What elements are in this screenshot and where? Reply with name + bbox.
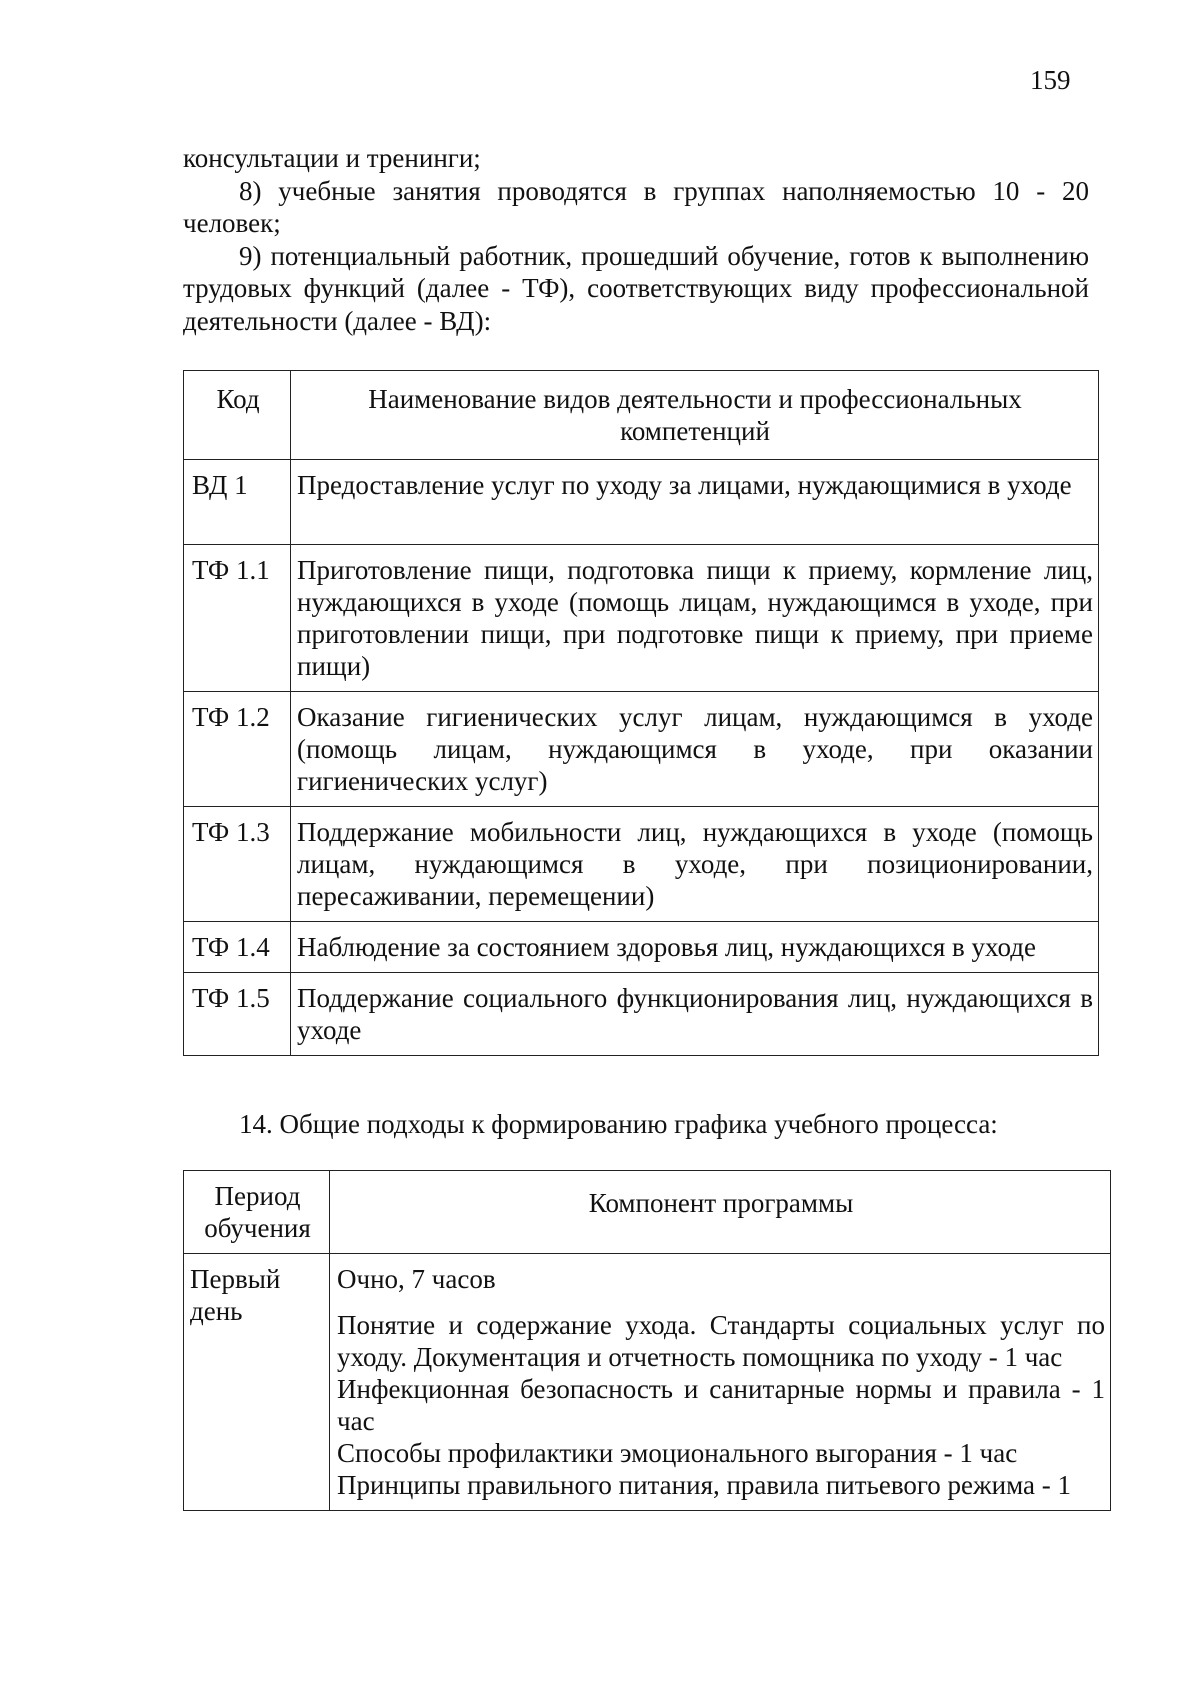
table-row — [184, 1254, 1111, 1511]
header-name: Наименование видов деятельности и профессиональных компетенций — [291, 371, 1099, 460]
table-row — [184, 692, 1099, 807]
competency-table — [183, 370, 1099, 1056]
table-row — [184, 807, 1099, 922]
list-item-9: 9) потенциальный работник, прошедший обучение, готов к выполнению трудовых функций (далее - ТФ), соответствующих виду профессиональной деятельности (далее - ВД): — [183, 240, 1089, 336]
intro-text — [183, 142, 1089, 337]
row-text: Наблюдение за состоянием здоровья лиц, нуждающихся в уходе — [291, 922, 1099, 973]
row-text: Предоставление услуг по уходу за лицами, нуждающимися в уходе — [291, 460, 1099, 545]
intro-line-top: консультации и тренинги; — [183, 143, 481, 173]
row-code: ТФ 1.4 — [184, 922, 291, 973]
section-heading-14: 14. Общие подходы к формированию графика учебного процесса: — [239, 1109, 998, 1139]
row-text: Приготовление пищи, подготовка пищи к приему, кормление лиц, нуждающихся в уходе (помощь лицам, нуждающимся в уходе, при приготовлении пищи, при подготовке пищи к приему, при приеме пищи) — [291, 545, 1099, 692]
topic-item: Принципы правильного питания, правила питьевого режима - 1 — [337, 1470, 1071, 1500]
list-item-8: 8) учебные занятия проводятся в группах наполняемостью 10 - 20 человек; — [183, 175, 1089, 238]
header-period: Период обучения — [184, 1171, 330, 1254]
page-number: 159 — [1030, 65, 1071, 95]
row-code: ТФ 1.1 — [184, 545, 291, 692]
row-code: ТФ 1.3 — [184, 807, 291, 922]
topic-item: Способы профилактики эмоционального выгорания - 1 час — [337, 1438, 1018, 1468]
topic-item: Понятие и содержание ухода. Стандарты социальных услуг по уходу. Документация и отчетность помощника по уходу - 1 час — [337, 1310, 1105, 1372]
row-component — [330, 1254, 1111, 1511]
competency-table-header — [184, 371, 1099, 460]
schedule-table — [183, 1170, 1111, 1511]
topic-item: Инфекционная безопасность и санитарные нормы и правила - 1 час — [337, 1374, 1105, 1436]
header-code: Код — [184, 371, 291, 460]
table-row — [184, 922, 1099, 973]
row-code: ТФ 1.2 — [184, 692, 291, 807]
table-row — [184, 460, 1099, 545]
row-period: Первый день — [184, 1254, 330, 1511]
row-code: ТФ 1.5 — [184, 973, 291, 1056]
table-row — [184, 545, 1099, 692]
header-component: Компонент программы — [330, 1171, 1111, 1254]
schedule-table-header — [184, 1171, 1111, 1254]
study-mode: Очно, 7 часов — [337, 1264, 496, 1294]
table-row — [184, 973, 1099, 1056]
row-text: Поддержание социального функционирования лиц, нуждающихся в уходе — [291, 973, 1099, 1056]
row-text: Поддержание мобильности лиц, нуждающихся в уходе (помощь лицам, нуждающимся в уходе, при позиционировании, пересаживании, перемещении) — [291, 807, 1099, 922]
row-code: ВД 1 — [184, 460, 291, 545]
row-text: Оказание гигиенических услуг лицам, нуждающимся в уходе (помощь лицам, нуждающимся в уходе, при оказании гигиенических услуг) — [291, 692, 1099, 807]
